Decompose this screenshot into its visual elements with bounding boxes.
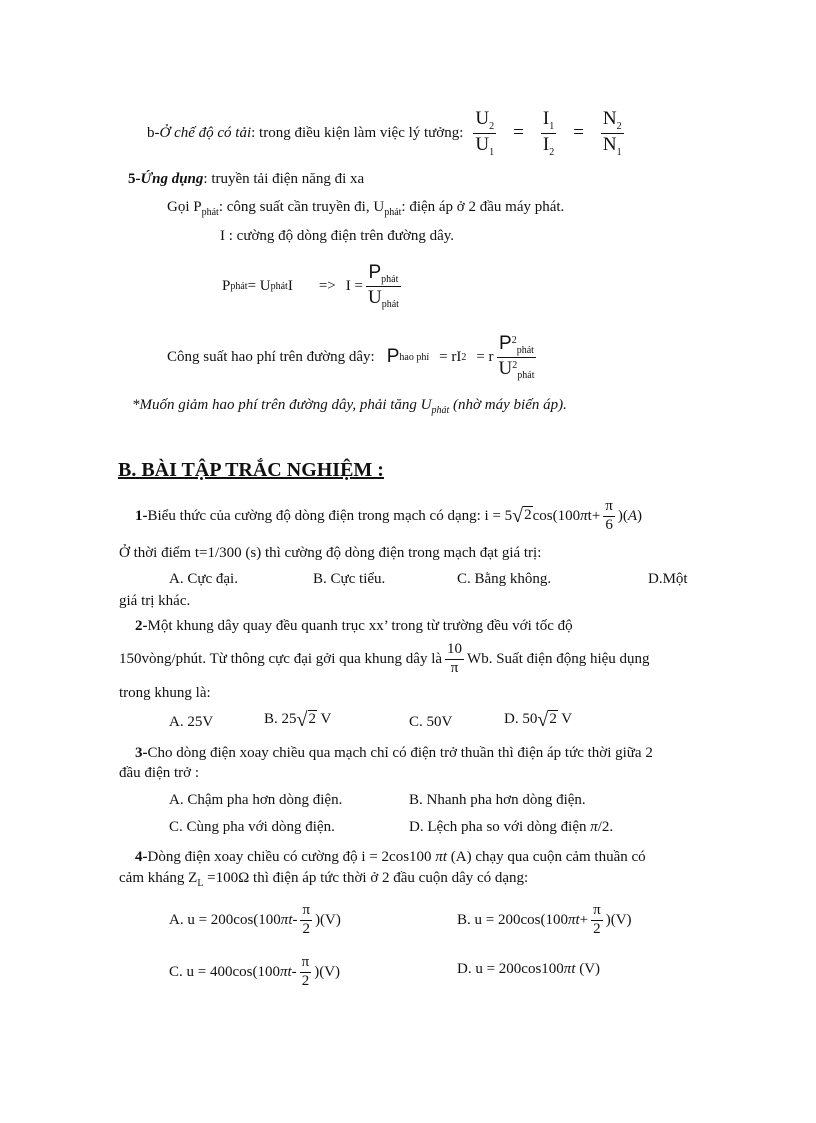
question-4-option-a[interactable]: A. u = 200cos(100 π t - $\frac{\pi}{2}$ )(V) — [169, 902, 341, 937]
sqrt-2: √2 — [512, 504, 532, 527]
question-3-stem: 3-Cho dòng điện xoay chiều qua mạch chỉ có điện trở thuần thì điện áp tức thời giữa 2 — [135, 745, 653, 761]
item-label: b- — [147, 124, 160, 141]
question-3-option-b[interactable]: B. Nhanh pha hơn dòng điện. — [409, 792, 586, 808]
loss-fraction: $\frac{P^2_{phát}}{U^2_{phát}}$ — [498, 333, 535, 381]
question-2-option-a[interactable]: A. 25V — [169, 714, 214, 730]
variable-definition-line: Gọi $P_{phát}$: công suất cần truyền đi, $U_{phát}$: điện áp ở 2 đầu máy phát. — [167, 199, 565, 218]
load-mode-label: Ở chế độ có tải — [159, 124, 252, 141]
question-3-line-2: đầu điện trở : — [119, 765, 199, 781]
current-fraction: $\frac{P_{phát}}{U_{phát}}$ — [367, 262, 399, 310]
question-2-stem: 2-Một khung dây quay đều quanh trục xx’ trong từ trường đều với tốc độ — [135, 618, 573, 634]
question-1-option-b[interactable]: B. Cực tiểu. — [313, 571, 386, 587]
loss-reduction-note: *Muốn giảm hao phí trên đường dây, phải tăng $U_{phát}$ (nhờ máy biến áp). — [132, 397, 567, 416]
question-1-option-d-cont: giá trị khác. — [119, 593, 191, 609]
ideal-condition-text: : trong điều kiện làm việc lý tưởng: — [251, 124, 464, 141]
equals-sign: = — [513, 122, 524, 143]
question-2-line-2: 150vòng/phút. Từ thông cực đại gởi qua khung dây là $\frac{10}{\pi}$ Wb. Suất điện động hiệu dụng — [119, 641, 650, 676]
question-1-stem: 1- Biểu thức của cường độ dòng điện trong mạch có dạng: i = 5 √2 cos(100 π t+ $\frac{\pi}{6}$ )( A ) — [135, 498, 643, 533]
question-4-option-c[interactable]: C. u = 400cos(100 π t - $\frac{\pi}{2}$ )(V) — [169, 954, 341, 989]
question-2-line-3: trong khung là: — [119, 685, 211, 701]
power-loss-equation: Công suất hao phí trên đường dây: P hao phí = rI 2 = r $\frac{P^2_{phát}}{U^2_{phát}}$ — [167, 333, 535, 381]
question-4-line-2: cảm kháng $Z_L =100\Omega$ thì điện áp tức thời ở 2 đầu cuộn dây có dạng: — [119, 870, 529, 889]
equals-sign: = — [573, 122, 584, 143]
implies-arrow: => — [318, 277, 336, 294]
question-1-option-c[interactable]: C. Bằng không. — [457, 571, 552, 587]
question-4-option-b[interactable]: B. u = 200cos(100 π t + $\frac{\pi}{2}$ )(V) — [457, 902, 632, 937]
power-equation: P phát = U phát I => I = $\frac{P_{phát}}{U_{phát}}$ — [222, 262, 399, 310]
question-3-option-c[interactable]: C. Cùng pha với dòng điện. — [169, 819, 335, 835]
section-title: B. BÀI TẬP TRẮC NGHIỆM : — [118, 459, 384, 481]
voltage-ratio: $\frac{U_2}{U_1}$ — [475, 108, 495, 158]
current-ratio: $\frac{I_1}{I_2}$ — [542, 108, 555, 158]
ten-over-pi: $\frac{10}{\pi}$ — [447, 641, 463, 676]
question-3-option-d[interactable]: D. Lệch pha so với dòng điện π/2. — [409, 819, 614, 835]
question-1-line-2: Ở thời điểm t=1/300 (s) thì cường độ dòng điện trong mạch đạt giá trị: — [119, 545, 542, 561]
question-2-option-b[interactable]: B. 25√2 V — [264, 709, 332, 731]
pi-over-6: $\frac{\pi}{6}$ — [605, 498, 613, 533]
question-1-option-d[interactable]: D.Một — [648, 571, 688, 587]
question-4-stem: 4-Dòng điện xoay chiều có cường độ i = 2cos100 πt (A) chạy qua cuộn cảm thuần có — [135, 849, 646, 865]
turns-ratio: $\frac{N_2}{N_1}$ — [602, 108, 622, 158]
transformer-ratio-line — [147, 107, 627, 159]
application-heading: 5-Ứng dụng: truyền tải điện năng đi xa — [128, 171, 365, 187]
question-4-option-d[interactable]: D. u = 200cos100πt (V) — [457, 961, 601, 977]
question-1-option-a[interactable]: A. Cực đại. — [169, 571, 238, 587]
question-3-option-a[interactable]: A. Chậm pha hơn dòng điện. — [169, 792, 343, 808]
question-2-option-d[interactable]: D. 50√2 V — [504, 709, 573, 731]
question-2-option-c[interactable]: C. 50V — [409, 714, 453, 730]
current-definition-line: I : cường độ dòng điện trên đường dây. — [220, 228, 455, 244]
